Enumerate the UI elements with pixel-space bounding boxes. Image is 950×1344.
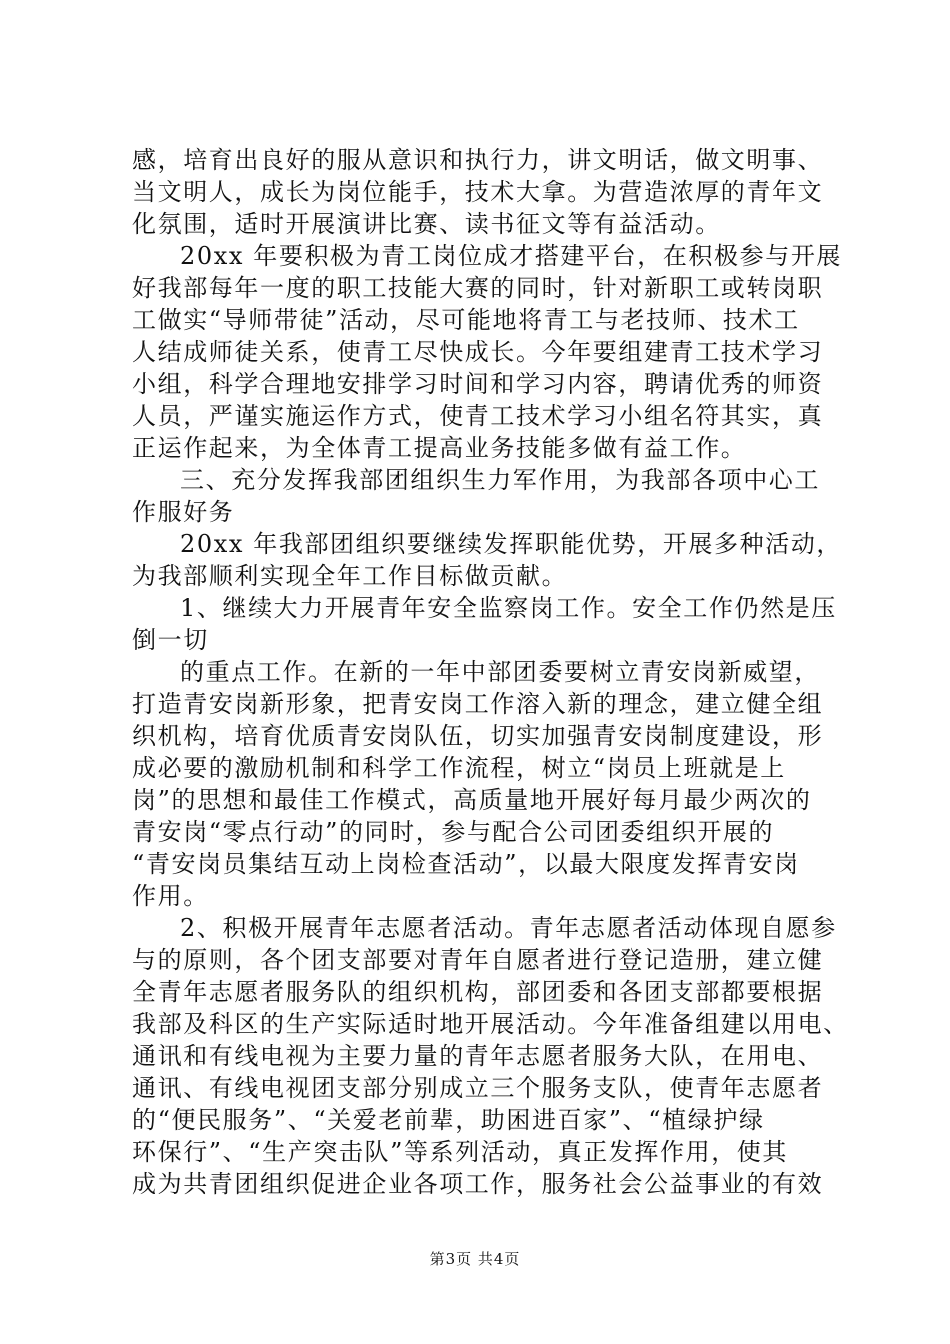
text-line: 作用。 xyxy=(132,882,209,910)
text-line: 成为共青团组织促进企业各项工作，服务社会公益事业的有效 xyxy=(132,1170,824,1198)
text-line: 通讯、有线电视团支部分别成立三个服务支队，使青年志愿者 xyxy=(132,1074,824,1102)
text-line: 正运作起来，为全体青工提高业务技能多做有益工作。 xyxy=(132,434,747,462)
text-line: 的“便民服务”、“关爱老前辈，助困进百家”、“植绿护绿 xyxy=(132,1106,765,1134)
text-line: 通讯和有线电视为主要力量的青年志愿者服务大队，在用电、 xyxy=(132,1042,824,1070)
text-line: 作服好务 xyxy=(132,498,235,526)
text-line: 岗”的思想和最佳工作模式，高质量地开展好每月最少两次的 xyxy=(132,786,812,814)
text-line: “青安岗员集结互动上岗检查活动”，以最大限度发挥青安岗 xyxy=(132,850,800,878)
text-line: 的重点工作。在新的一年中部团委要树立青安岗新威望， xyxy=(180,658,820,686)
text-line: 1、继续大力开展青年安全监察岗工作。安全工作仍然是压 xyxy=(180,594,837,622)
text-line: 成必要的激励机制和科学工作流程，树立“岗员上班就是上 xyxy=(132,754,786,782)
document-body xyxy=(132,144,849,1200)
text-line: 20xx 年我部团组织要继续发挥职能优势，开展多种活动， xyxy=(180,530,843,558)
page-number-footer: 第3页 共4页 xyxy=(429,1250,521,1268)
text-line: 人员，严谨实施运作方式，使青工技术学习小组名符其实，真 xyxy=(132,402,824,430)
text-line: 感，培育出良好的服从意识和执行力，讲文明话，做文明事、 xyxy=(132,146,824,174)
text-line: 与的原则，各个团支部要对青年自愿者进行登记造册，建立健 xyxy=(132,946,824,974)
text-line: 青安岗“零点行动”的同时，参与配合公司团委组织开展的 xyxy=(132,818,775,846)
text-line: 为我部顺利实现全年工作目标做贡献。 xyxy=(132,562,568,590)
text-line: 工做实“导师带徒”活动，尽可能地将青工与老技师、技术工 xyxy=(132,306,800,334)
text-line: 织机构，培育优质青安岗队伍，切实加强青安岗制度建设，形 xyxy=(132,722,824,750)
text-line: 三、充分发挥我部团组织生力军作用，为我部各项中心工 xyxy=(180,466,820,494)
text-line: 当文明人，成长为岗位能手，技术大拿。为营造浓厚的青年文 xyxy=(132,178,824,206)
text-line: 20xx 年要积极为青工岗位成才搭建平台，在积极参与开展 xyxy=(180,242,843,270)
text-line: 好我部每年一度的职工技能大赛的同时，针对新职工或转岗职 xyxy=(132,274,824,302)
text-line: 我部及科区的生产实际适时地开展活动。今年准备组建以用电、 xyxy=(132,1010,849,1038)
text-line: 全青年志愿者服务队的组织机构，部团委和各团支部都要根据 xyxy=(132,978,824,1006)
text-line: 人结成师徒关系，使青工尽快成长。今年要组建青工技术学习 xyxy=(132,338,824,366)
text-line: 环保行”、“生产突击队”等系列活动，真正发挥作用，使其 xyxy=(132,1138,789,1166)
text-line: 小组，科学合理地安排学习时间和学习内容，聘请优秀的师资 xyxy=(132,370,824,398)
text-line: 2、积极开展青年志愿者活动。青年志愿者活动体现自愿参 xyxy=(180,914,837,942)
text-line: 倒一切 xyxy=(132,626,209,654)
text-line: 化氛围，适时开展演讲比赛、读书征文等有益活动。 xyxy=(132,210,721,238)
text-line: 打造青安岗新形象，把青安岗工作溶入新的理念，建立健全组 xyxy=(132,690,824,718)
